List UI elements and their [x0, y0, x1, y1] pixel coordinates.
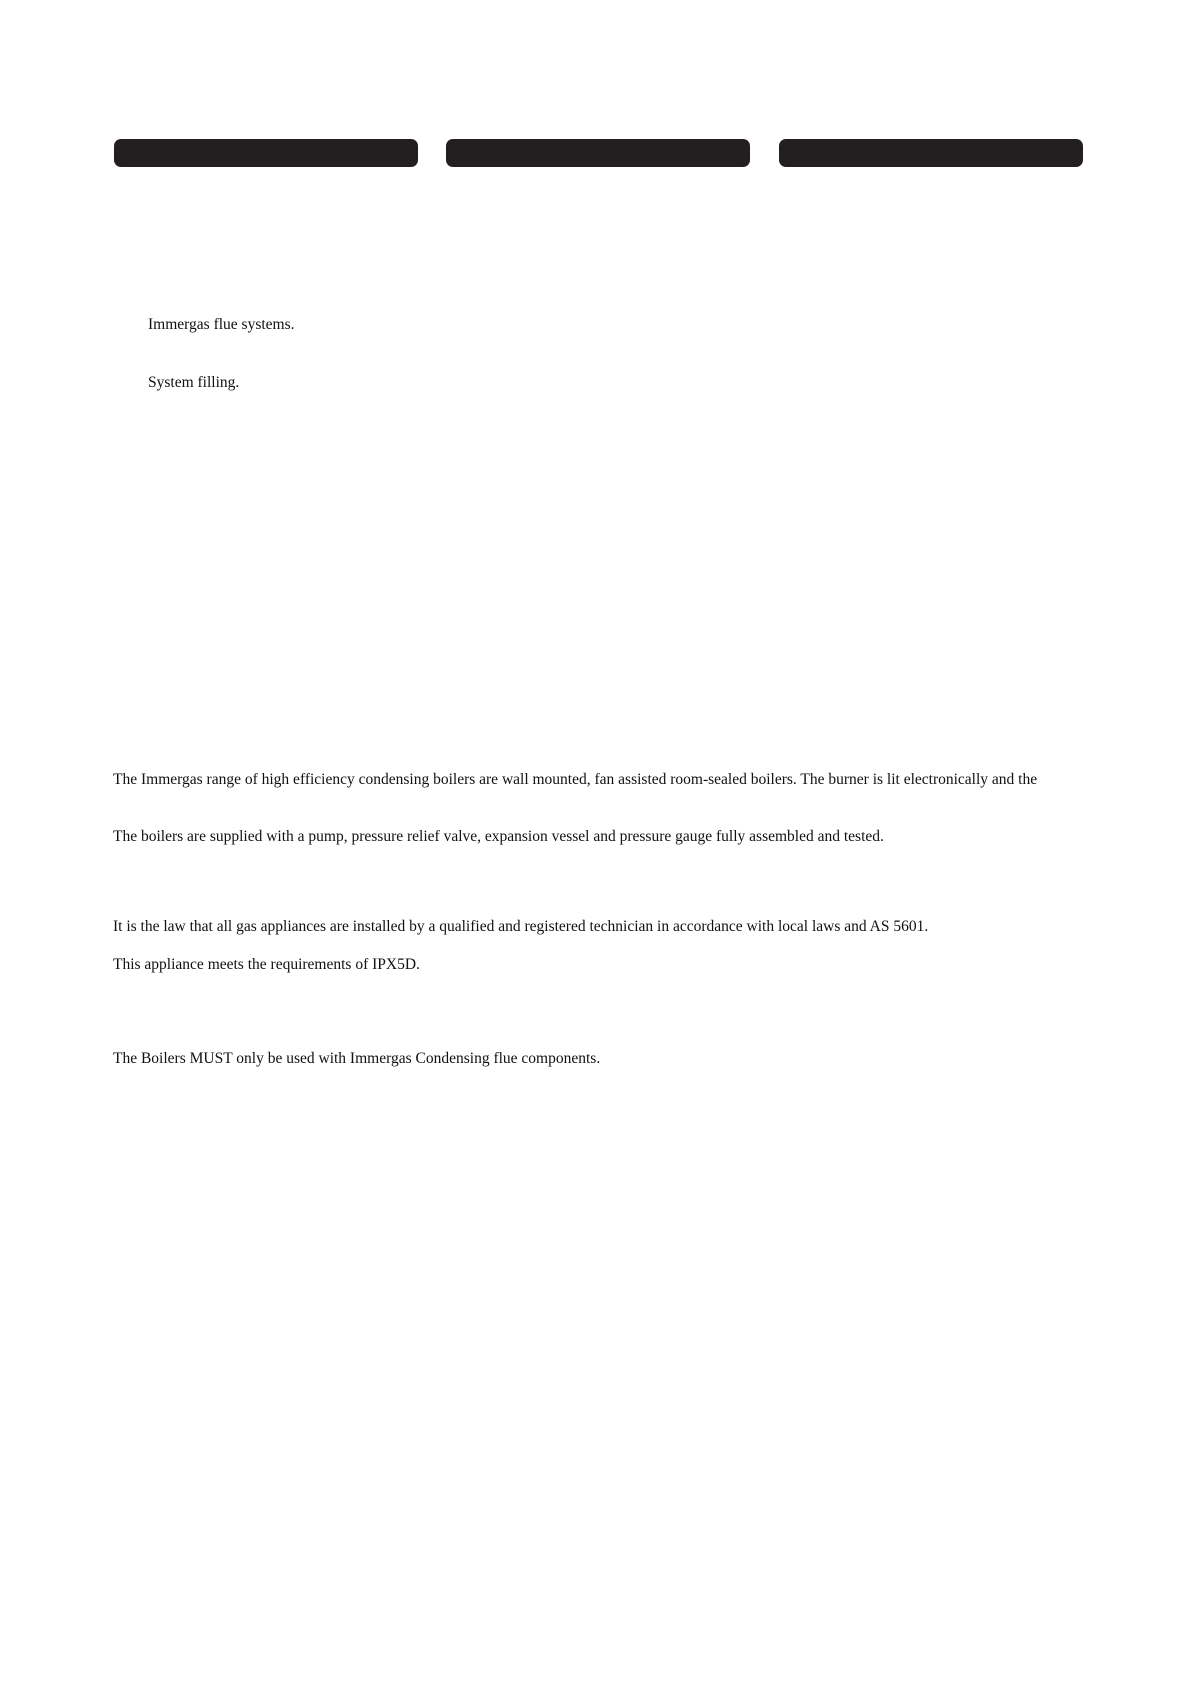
- paragraph-boiler-supply: The boilers are supplied with a pump, pressure relief valve, expansion vessel and pressure gauge fully assembled and tested.: [113, 828, 884, 845]
- contents-item-system-filling: System filling.: [148, 374, 240, 391]
- paragraph-ipx5d: This appliance meets the requirements of IPX5D.: [113, 956, 420, 973]
- header-tab-bar-middle: [446, 139, 750, 167]
- paragraph-installation-law: It is the law that all gas appliances are installed by a qualified and registered technician in accordance with local laws and AS 5601.: [113, 918, 929, 935]
- paragraph-flue-components: The Boilers MUST only be used with Immergas Condensing flue components.: [113, 1050, 601, 1067]
- contents-item-flue-systems: Immergas flue systems.: [148, 316, 295, 333]
- header-tab-bar-right: [779, 139, 1083, 167]
- header-tab-bar-left: [114, 139, 418, 167]
- paragraph-boiler-range: The Immergas range of high efficiency condensing boilers are wall mounted, fan assisted room-sealed boilers. The burner is lit electronically and the: [113, 771, 1038, 788]
